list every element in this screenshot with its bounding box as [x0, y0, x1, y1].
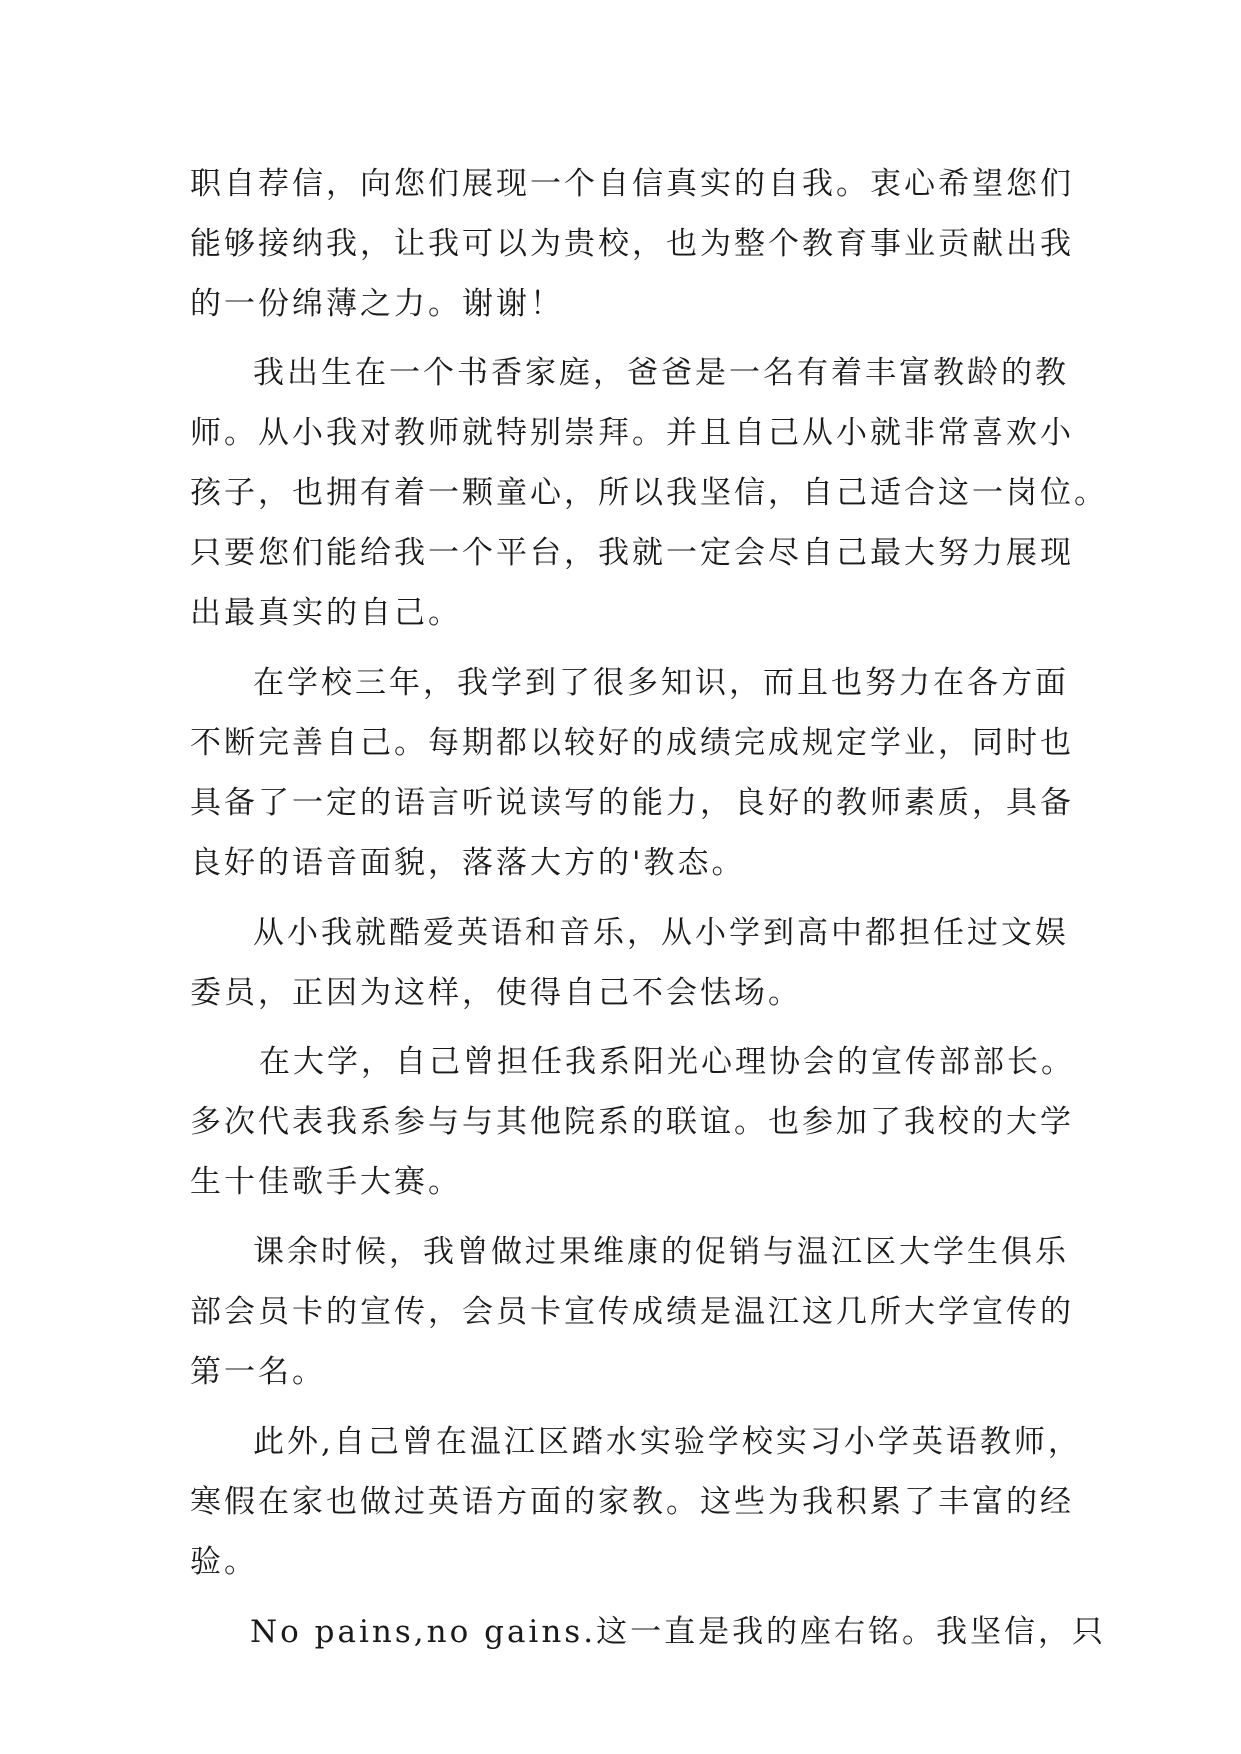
text-line: 寒假在家也做过英语方面的家教。这些为我积累了丰富的经: [190, 1484, 1074, 1520]
text-line: 具备了一定的语言听说读写的能力，良好的教师素质，具备: [190, 785, 1074, 821]
text-line: 第一名。: [190, 1354, 326, 1390]
text-line: 师。从小我对教师就特别崇拜。并且自己从小就非常喜欢小: [190, 415, 1074, 451]
text-line: 只要您们能给我一个平台，我就一定会尽自己最大努力展现: [190, 535, 1074, 571]
text-line: No pains,no gains.这一直是我的座右铭。我坚信，只: [250, 1614, 1107, 1650]
text-line: 生十佳歌手大赛。: [190, 1164, 462, 1200]
text-line: 多次代表我系参与与其他院系的联谊。也参加了我校的大学: [190, 1104, 1074, 1140]
text-line: 出最真实的自己。: [190, 595, 462, 631]
text-line: 职自荐信，向您们展现一个自信真实的自我。衷心希望您们: [190, 166, 1074, 202]
text-line: 孩子，也拥有着一颗童心，所以我坚信，自己适合这一岗位。: [190, 475, 1108, 511]
text-line: 在大学，自己曾担任我系阳光心理协会的宣传部部长。: [259, 1044, 1075, 1080]
text-line: 我出生在一个书香家庭，爸爸是一名有着丰富教龄的教: [253, 355, 1069, 391]
text-line: 不断完善自己。每期都以较好的成绩完成规定学业，同时也: [190, 725, 1074, 761]
text-line: 课余时候，我曾做过果维康的促销与温江区大学生俱乐: [253, 1234, 1069, 1270]
text-line: 从小我就酷爱英语和音乐，从小学到高中都担任过文娱: [253, 915, 1069, 951]
text-line: 在学校三年，我学到了很多知识，而且也努力在各方面: [253, 665, 1069, 701]
text-line: 验。: [190, 1544, 258, 1580]
text-line: 此外,自己曾在温江区踏水实验学校实习小学英语教师，: [253, 1424, 1082, 1460]
text-line: 委员，正因为这样，使得自己不会怯场。: [190, 975, 802, 1011]
text-line: 的一份绵薄之力。谢谢！: [190, 286, 564, 322]
text-line: 部会员卡的宣传，会员卡宣传成绩是温江这几所大学宣传的: [190, 1294, 1074, 1330]
text-line: 能够接纳我，让我可以为贵校，也为整个教育事业贡献出我: [190, 226, 1074, 262]
text-line: 良好的语音面貌，落落大方的'教态。: [190, 845, 746, 881]
